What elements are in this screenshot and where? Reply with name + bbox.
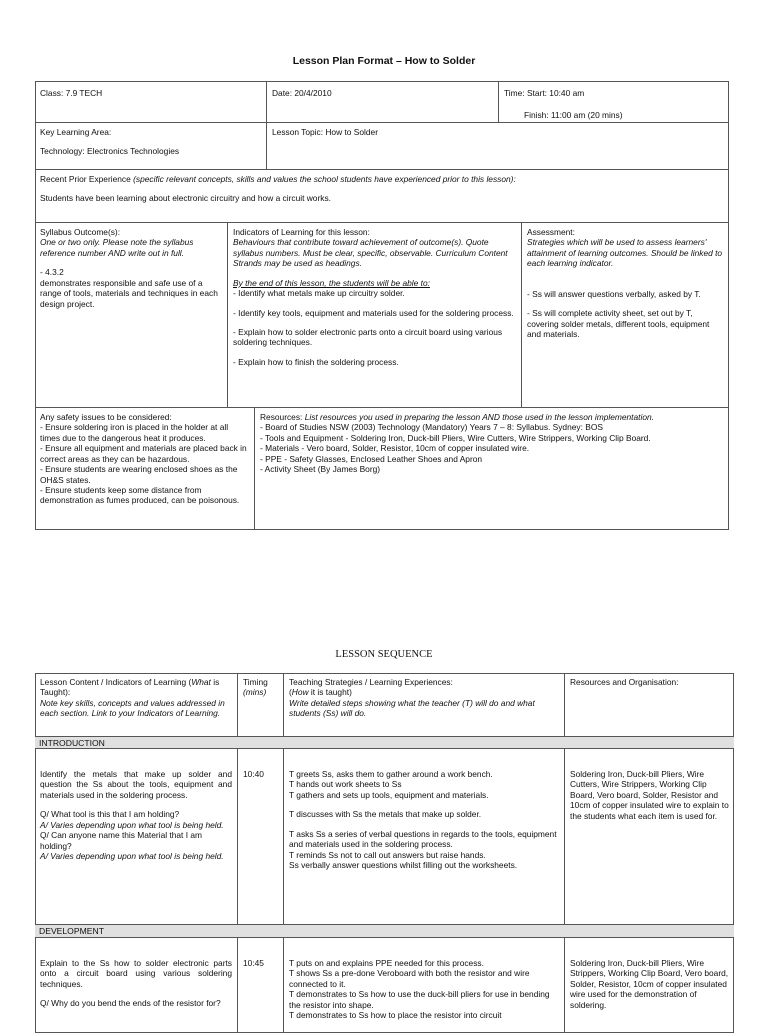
development-strategies bbox=[284, 938, 565, 1033]
intro-content-text: Identify the metals that make up solder and question the Ss about the tools, equipment and materials used in the soldering process. bbox=[40, 769, 232, 800]
resource-item: - Activity Sheet (By James Borg) bbox=[260, 464, 381, 475]
header-content-what: What bbox=[191, 677, 211, 687]
assessment-item: - Ss will complete activity sheet, set out by T, covering solder metals, different tools, equipment and materials. bbox=[527, 308, 710, 339]
strategy-item: T asks Ss a series of verbal questions in regards to the tools, equipment and materials used in the soldering process. bbox=[289, 828, 557, 850]
resources-cell bbox=[255, 408, 729, 530]
indicators-cell bbox=[228, 223, 522, 408]
strategy-item: T demonstrates to Ss how to place the resistor into circuit bbox=[289, 1010, 502, 1021]
time-start: Time: Start: 10:40 am bbox=[504, 88, 585, 98]
header-timing-hint: (mins) bbox=[243, 687, 267, 698]
header-content-a: Lesson Content / Indicators of Learning ( bbox=[40, 677, 192, 687]
intro-a2: A/ Varies depending upon what tool is being held. bbox=[40, 850, 224, 861]
syllabus-label: Syllabus Outcome(s): bbox=[40, 227, 121, 237]
header-strategies-hint: Write detailed steps showing what the teacher (T) will do and what students (Ss) will do. bbox=[289, 697, 535, 719]
strategy-item: T greets Ss, asks them to gather around a work bench. bbox=[289, 769, 493, 779]
indicator-item: - Explain how to finish the soldering process. bbox=[233, 356, 399, 367]
intro-resources bbox=[565, 749, 734, 925]
prior-hint: (specific relevant concepts, skills and values the school students have experienced prior to this lesson): bbox=[133, 174, 516, 184]
header-timing-title: Timing bbox=[243, 677, 268, 687]
strategy-item: T shows Ss a pre-done Veroboard with both the resistor and wire connected to it. bbox=[289, 968, 530, 989]
strategy-item: T reminds Ss not to call out answers but raise hands. bbox=[289, 849, 486, 860]
prior-cell bbox=[35, 170, 729, 223]
time-cell bbox=[499, 81, 729, 123]
header-resources bbox=[565, 673, 734, 736]
strategy-item: T demonstrates to Ss how to use the duck-bill pliers for use in bending the resistor into shape. bbox=[289, 989, 550, 1010]
development-content bbox=[35, 938, 238, 1033]
indicators-label: Indicators of Learning for this lesson: bbox=[233, 227, 370, 237]
intro-q2: Q/ Can anyone name this Material that I am holding? bbox=[40, 830, 202, 851]
development-section-band: DEVELOPMENT bbox=[35, 925, 734, 938]
resources-label: Resources: bbox=[260, 412, 303, 422]
intro-timing-text: 10:40 bbox=[243, 769, 264, 779]
header-content-b: is Taught): bbox=[40, 677, 220, 698]
development-content-text: Explain to the Ss how to solder electronic parts onto a circuit board using various soldering techniques. bbox=[40, 958, 232, 989]
topic-text: Lesson Topic: How to Solder bbox=[272, 127, 378, 137]
class-cell bbox=[35, 81, 267, 123]
intro-section-band: INTRODUCTION bbox=[35, 736, 734, 749]
intro-timing bbox=[238, 749, 284, 925]
assessment-hint: Strategies which will be used to assess learners' attainment of learning outcomes. Should be linked to each learning indicator. bbox=[527, 237, 723, 269]
intro-q1: Q/ What tool is this that I am holding? bbox=[40, 809, 180, 820]
resource-item: - Tools and Equipment - Soldering Iron, Duck-bill Pliers, Wire Cutters, Wire Strippers, Working Clip Board. bbox=[260, 432, 651, 443]
kla-cell bbox=[35, 123, 267, 170]
development-q1: Q/ Why do you bend the ends of the resistor for? bbox=[40, 998, 221, 1009]
topic-cell bbox=[267, 123, 729, 170]
indicator-item: - Explain how to solder electronic parts onto a circuit board using various soldering techniques. bbox=[233, 326, 503, 348]
safety-item: - Ensure all equipment and materials are placed back in correct areas as they can be hazardous. bbox=[40, 443, 247, 464]
class-text: Class: 7.9 TECH bbox=[40, 88, 103, 98]
syllabus-hint: One or two only. Please note the syllabus reference number AND write out in full. bbox=[40, 237, 194, 258]
strategy-item: T puts on and explains PPE needed for this process. bbox=[289, 958, 484, 968]
header-content-title bbox=[40, 677, 232, 698]
kla-label: Key Learning Area: bbox=[40, 127, 112, 137]
resource-item: - PPE - Safety Glasses, Enclosed Leather Shoes and Apron bbox=[260, 453, 483, 464]
header-strategies-title: Teaching Strategies / Learning Experiences: bbox=[289, 677, 453, 687]
date-text: Date: 20/4/2010 bbox=[272, 88, 332, 98]
header-resources-title: Resources and Organisation: bbox=[570, 677, 679, 687]
header-how: How bbox=[291, 687, 309, 698]
header-strategies bbox=[284, 673, 565, 736]
safety-label: Any safety issues to be considered: bbox=[40, 412, 172, 422]
sequence-title: LESSON SEQUENCE bbox=[335, 649, 433, 660]
kla-value: Technology: Electronics Technologies bbox=[40, 146, 180, 157]
header-strategies-how bbox=[289, 687, 559, 697]
strategy-item: T gathers and sets up tools, equipment and materials. bbox=[289, 789, 489, 800]
prior-heading bbox=[40, 174, 724, 184]
syllabus-ref: - 4.3.2 bbox=[40, 267, 64, 278]
syllabus-text: demonstrates responsible and safe use of a range of tools, materials and techniques in each design project. bbox=[40, 277, 218, 309]
header-content bbox=[35, 673, 238, 736]
resource-item: - Board of Studies NSW (2003) Technology (Mandatory) Years 7 – 8: Syllabus. Sydney: BOS bbox=[260, 422, 603, 433]
intro-a1: A/ Varies depending upon what tool is being held. bbox=[40, 819, 224, 830]
header-timing bbox=[238, 673, 284, 736]
safety-item: - Ensure students are wearing enclosed shoes as the OH&S states. bbox=[40, 464, 238, 485]
document-title: Lesson Plan Format – How to Solder bbox=[292, 55, 476, 67]
resource-item: - Materials - Vero board, Solder, Resistor, 10cm of copper insulated wire. bbox=[260, 443, 530, 454]
development-timing-text: 10:45 bbox=[243, 958, 264, 968]
strategy-item: Ss verbally answer questions whilst filling out the worksheets. bbox=[289, 859, 518, 870]
safety-item: - Ensure soldering iron is placed in the holder at all times due to the dangerous heat it produces. bbox=[40, 422, 229, 443]
strategy-item: T hands out work sheets to Ss bbox=[289, 779, 402, 790]
indicators-lead: By the end of this lesson, the students will be able to: bbox=[233, 277, 430, 288]
safety-cell bbox=[35, 408, 255, 530]
assessment-item: - Ss will answer questions verbally, asked by T. bbox=[527, 288, 701, 299]
assessment-cell bbox=[522, 223, 729, 408]
intro-strategies bbox=[284, 749, 565, 925]
prior-label: Recent Prior Experience bbox=[40, 174, 131, 184]
resources-heading bbox=[260, 412, 724, 422]
indicator-item: - Identify key tools, equipment and materials used for the soldering process. bbox=[233, 307, 514, 318]
intro-content bbox=[35, 749, 238, 925]
syllabus-cell bbox=[35, 223, 228, 408]
development-resources bbox=[565, 938, 734, 1033]
resources-hint: List resources you used in preparing the lesson AND those used in the lesson implementation. bbox=[304, 412, 654, 422]
development-resources-text: Soldering Iron, Duck-bill Pliers, Wire Strippers, Working Clip Board, Vero board, Solder, Resistor, 10cm of copper insulated wire used for the demonstration of soldering. bbox=[570, 958, 729, 1010]
assessment-label: Assessment: bbox=[527, 227, 575, 237]
header-how-b: it is taught) bbox=[308, 687, 352, 698]
indicator-item: - Identify what metals make up circuitry solder. bbox=[233, 288, 405, 299]
time-finish: Finish: 11:00 am (20 mins) bbox=[524, 110, 623, 121]
date-cell bbox=[267, 81, 499, 123]
development-timing bbox=[238, 938, 284, 1033]
intro-resources-text: Soldering Iron, Duck-bill Pliers, Wire Cutters, Wire Strippers, Working Clip Board, Vero board, Solder, Resistor and 10cm of copper insulated wire to explain to the students what each item is used for. bbox=[570, 769, 729, 821]
safety-item: - Ensure students keep some distance from demonstration as fumes produced, can be poisonous. bbox=[40, 484, 240, 506]
indicators-hint: Behaviours that contribute toward achievement of outcome(s). Quote syllabus numbers. Must be clear, specific, observable. Curriculum Content Strands may be used as headings. bbox=[233, 237, 508, 269]
header-how-a: ( bbox=[289, 687, 292, 698]
header-content-hint: Note key skills, concepts and values addressed in each section. Link to your Indicators of Learning. bbox=[40, 697, 225, 719]
prior-value: Students have been learning about electronic circuitry and how a circuit works. bbox=[40, 193, 331, 204]
strategy-item: T discusses with Ss the metals that make up solder. bbox=[289, 809, 482, 820]
